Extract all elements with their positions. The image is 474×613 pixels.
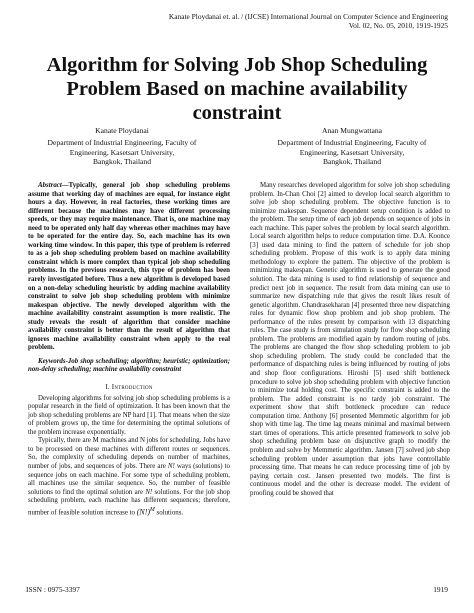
author-univ: Engineering, Kasetsart University,: [69, 147, 175, 157]
title-line-1: Algorithm for Solving Job Shop Scheduling: [46, 54, 428, 76]
author-block-2: [252, 126, 452, 167]
intro-text: solutions. For the job shop scheduling problem, each machine has different sequences; therefore, number of feasible solution increase to: [28, 488, 230, 516]
left-column: [28, 182, 230, 518]
volume-line: Vol. 02, No. 05, 2010, 1919-1925: [348, 21, 448, 30]
intro-paragraph-2: [28, 437, 230, 517]
author-name: Kanate Ploydanai: [95, 126, 149, 135]
literature-review-paragraph: Many researches developed algorithm for solve job shop scheduling problem. In-Chan Choi [2] aimed to develop local search algorithm to solve job shop scheduling problem. The objective function is to minimize makespan. Sequence dependent setup condition is added to the problem. The setup time of each job depends on sequence of jobs in each machine. This paper solves the problem by local search algorithm. Local search algorithm helps to reduce computation time. D.A. Koonce [3] used data mining to find the pattern of schedule for job shop scheduling problem. Propose of this work is to apply data mining methodology to explore the pattern. The objective of the problem is minimizing makespan. Genetic algorithm is used to generate the good solution. The data mining is used to find relationship of sequence and predict next job in sequence. The result from data mining can use to summarize new dispatching rule that gives the result likes result of genetic algorithm. Chandrasekharan [4] presented three new dispatching rules for dynamic flow shop problem and job shop problem. The performance of the rules present by comparison with 13 dispatching rules. The case study is from simulation study for flow shop scheduling problem. The problems are modified again by random routing of jobs. The problems are changed the flow shop scheduling problem to job shop scheduling problem. The study could be concluded that the performance of dispatching rules is being influenced by routing of jobs and shop floor configurations. Hiroshi [5] used shift bottleneck procedure to solve job shop scheduling problem with objective function to minimize total holding cost. The specific constraint is added to the problem. The added constraint is no tardy job constraint. The experiment show that shift bottleneck procedure can reduce computation time. Anthony [6] presented Memmetic algorithm for job shop with time lag. The time lag means minimal and maximal between start times of operations. This article presented framework to solve job shop scheduling problem base on disjunctive graph to modify the problem and solve by Memmetic algorithm. Jansen [7] solved job shop scheduling problem under assumption that jobs have controllable processing time. That means he can reduce processing time of job by paying certain cost. Jansen presented two models. The first is continuous model and the other is decrease model. The evident of proofing could be showed that: [250, 182, 450, 497]
intro-text: ways (solutions) to sequence jobs on each machine. For some type of scheduling problem, all machines use the similar sequence. So, the number of feasible solutions to find the optimal solution are: [28, 462, 230, 496]
author-univ: Engineering, Kasetsart University,: [299, 147, 405, 157]
author-dept: Department of Industrial Engineering, Faculty of: [277, 138, 427, 148]
title-line-2: Problem Based on machine availability constraint: [66, 78, 408, 124]
abstract: [28, 182, 230, 353]
author-block-1: [22, 126, 222, 167]
section-title: Introduction: [111, 383, 153, 392]
paper-title: [20, 53, 454, 125]
footer-issn: ISSN : 0975-3397: [26, 585, 80, 594]
n-factorial: N!: [145, 488, 153, 496]
intro-paragraph-1: Developing algorithms for solving job shop scheduling problems is a popular research in the field of optimization. It has been known that the job shop scheduling problems are NP hard [1]. That means when the size of problem grows up, the time for determining the optimal solutions of the problem increase exponentially.: [28, 394, 230, 436]
n-factorial: N!: [167, 462, 175, 470]
abstract-text: —Typically, general job shop scheduling problems assume that working day of machines are equal, for instance eight hours a day. However, in real factories, these working times are different because the machines may have different processing speeds, or they may require maintenance. That is, one machine may need to be operated only half day whereas other machines may have to be operated for the entire day. So, each machine has its own working time window. In this paper, this type of problem is referred to as a job shop scheduling problem based on machine availability constraint which is more complex than typical job shop scheduling problems. In the previous research, this type of problem has been rarely investigated before. Thus a new algorithm is developed based on a non-delay scheduling heuristic by adding machine availability constraint to solve job shop scheduling problem with minimize makespan objective. The newly developed algorithm with the machine availability constraint assumption is more realistic. The study reveals the result of algorithm that consider machine availability constraint is better than the result of algorithm that ignores machine availability constraint when apply to the real problem.: [28, 182, 230, 352]
intro-text: Typically, there are M machines and N jobs for scheduling. Jobs have to be processed on these machines with different routes or sequences. So, the complexity of scheduling depends on number of machines, number of jobs, and sequences of jobs. There are: [28, 437, 230, 470]
keywords-text: Job shop scheduling; algorithm; heuristic; optimization; non-delay scheduling; machine availability constraint: [28, 357, 230, 374]
running-header: [118, 12, 448, 30]
section-heading-introduction: [28, 383, 230, 392]
abstract-label: Abstract: [38, 182, 62, 189]
intro-text: solutions.: [154, 508, 184, 516]
author-name: Anan Mungwattana: [321, 126, 383, 135]
keywords-label: Keywords-: [38, 357, 68, 365]
footer-page-number: 1919: [433, 585, 448, 594]
n-factorial-power: (N!): [136, 506, 151, 516]
power-m: M: [150, 506, 155, 513]
keywords: [28, 358, 230, 375]
author-dept: Department of Industrial Engineering, Faculty of: [47, 138, 197, 148]
author-city: Bangkok, Thailand: [92, 157, 152, 167]
author-city: Bangkok, Thailand: [322, 157, 382, 167]
right-column: [250, 182, 450, 498]
section-number: I.: [105, 383, 110, 392]
journal-line: Kanate Ploydanai et. al. / (IJCSE) International Journal on Computer Science and Engineering: [168, 12, 448, 21]
